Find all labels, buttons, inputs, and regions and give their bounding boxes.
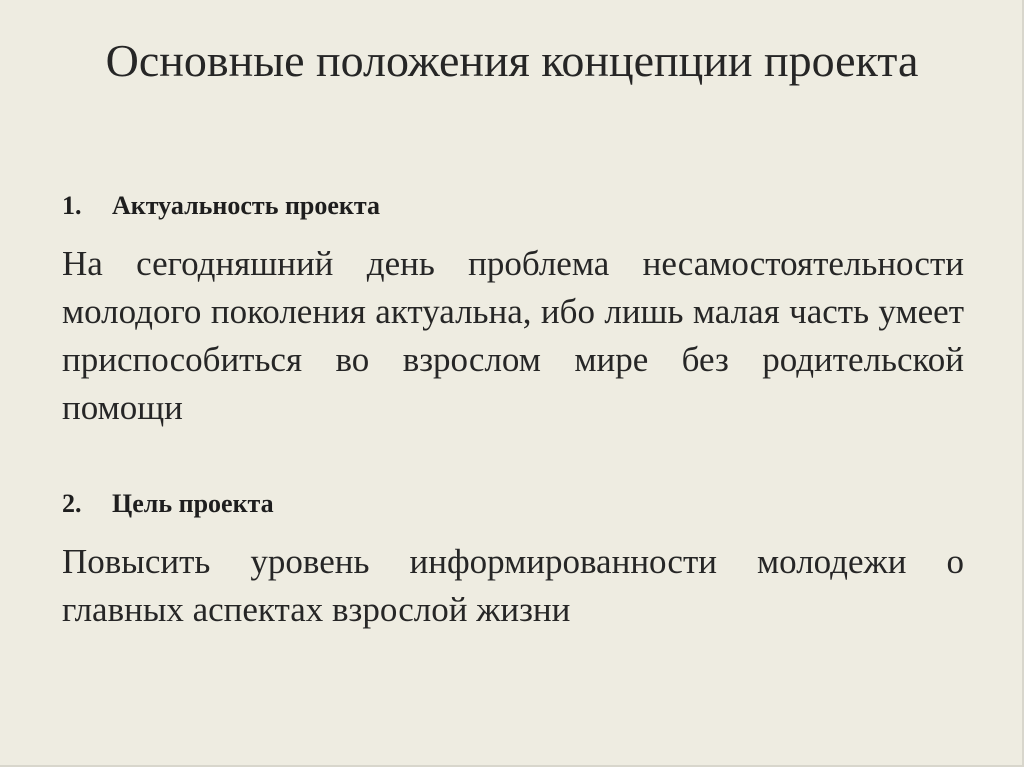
section-heading-label: Актуальность проекта — [112, 191, 380, 220]
section-heading-label: Цель проекта — [112, 489, 274, 518]
section-text-relevance: На сегодняшний день проблема несамостоятельности молодого поколения актуальна, ибо лишь малая часть умеет приспособиться во взрослом мире без родительской помощи — [62, 244, 964, 427]
section-text-goal: Повысить уровень информированности молодежи о главных аспектах взрослой жизни — [62, 542, 964, 629]
section-heading-goal — [62, 488, 274, 520]
section-number: 1. — [62, 191, 82, 220]
slide-title: Основные положения концепции проекта — [105, 35, 919, 86]
section-number: 2. — [62, 489, 82, 518]
section-heading-relevance — [62, 190, 380, 222]
